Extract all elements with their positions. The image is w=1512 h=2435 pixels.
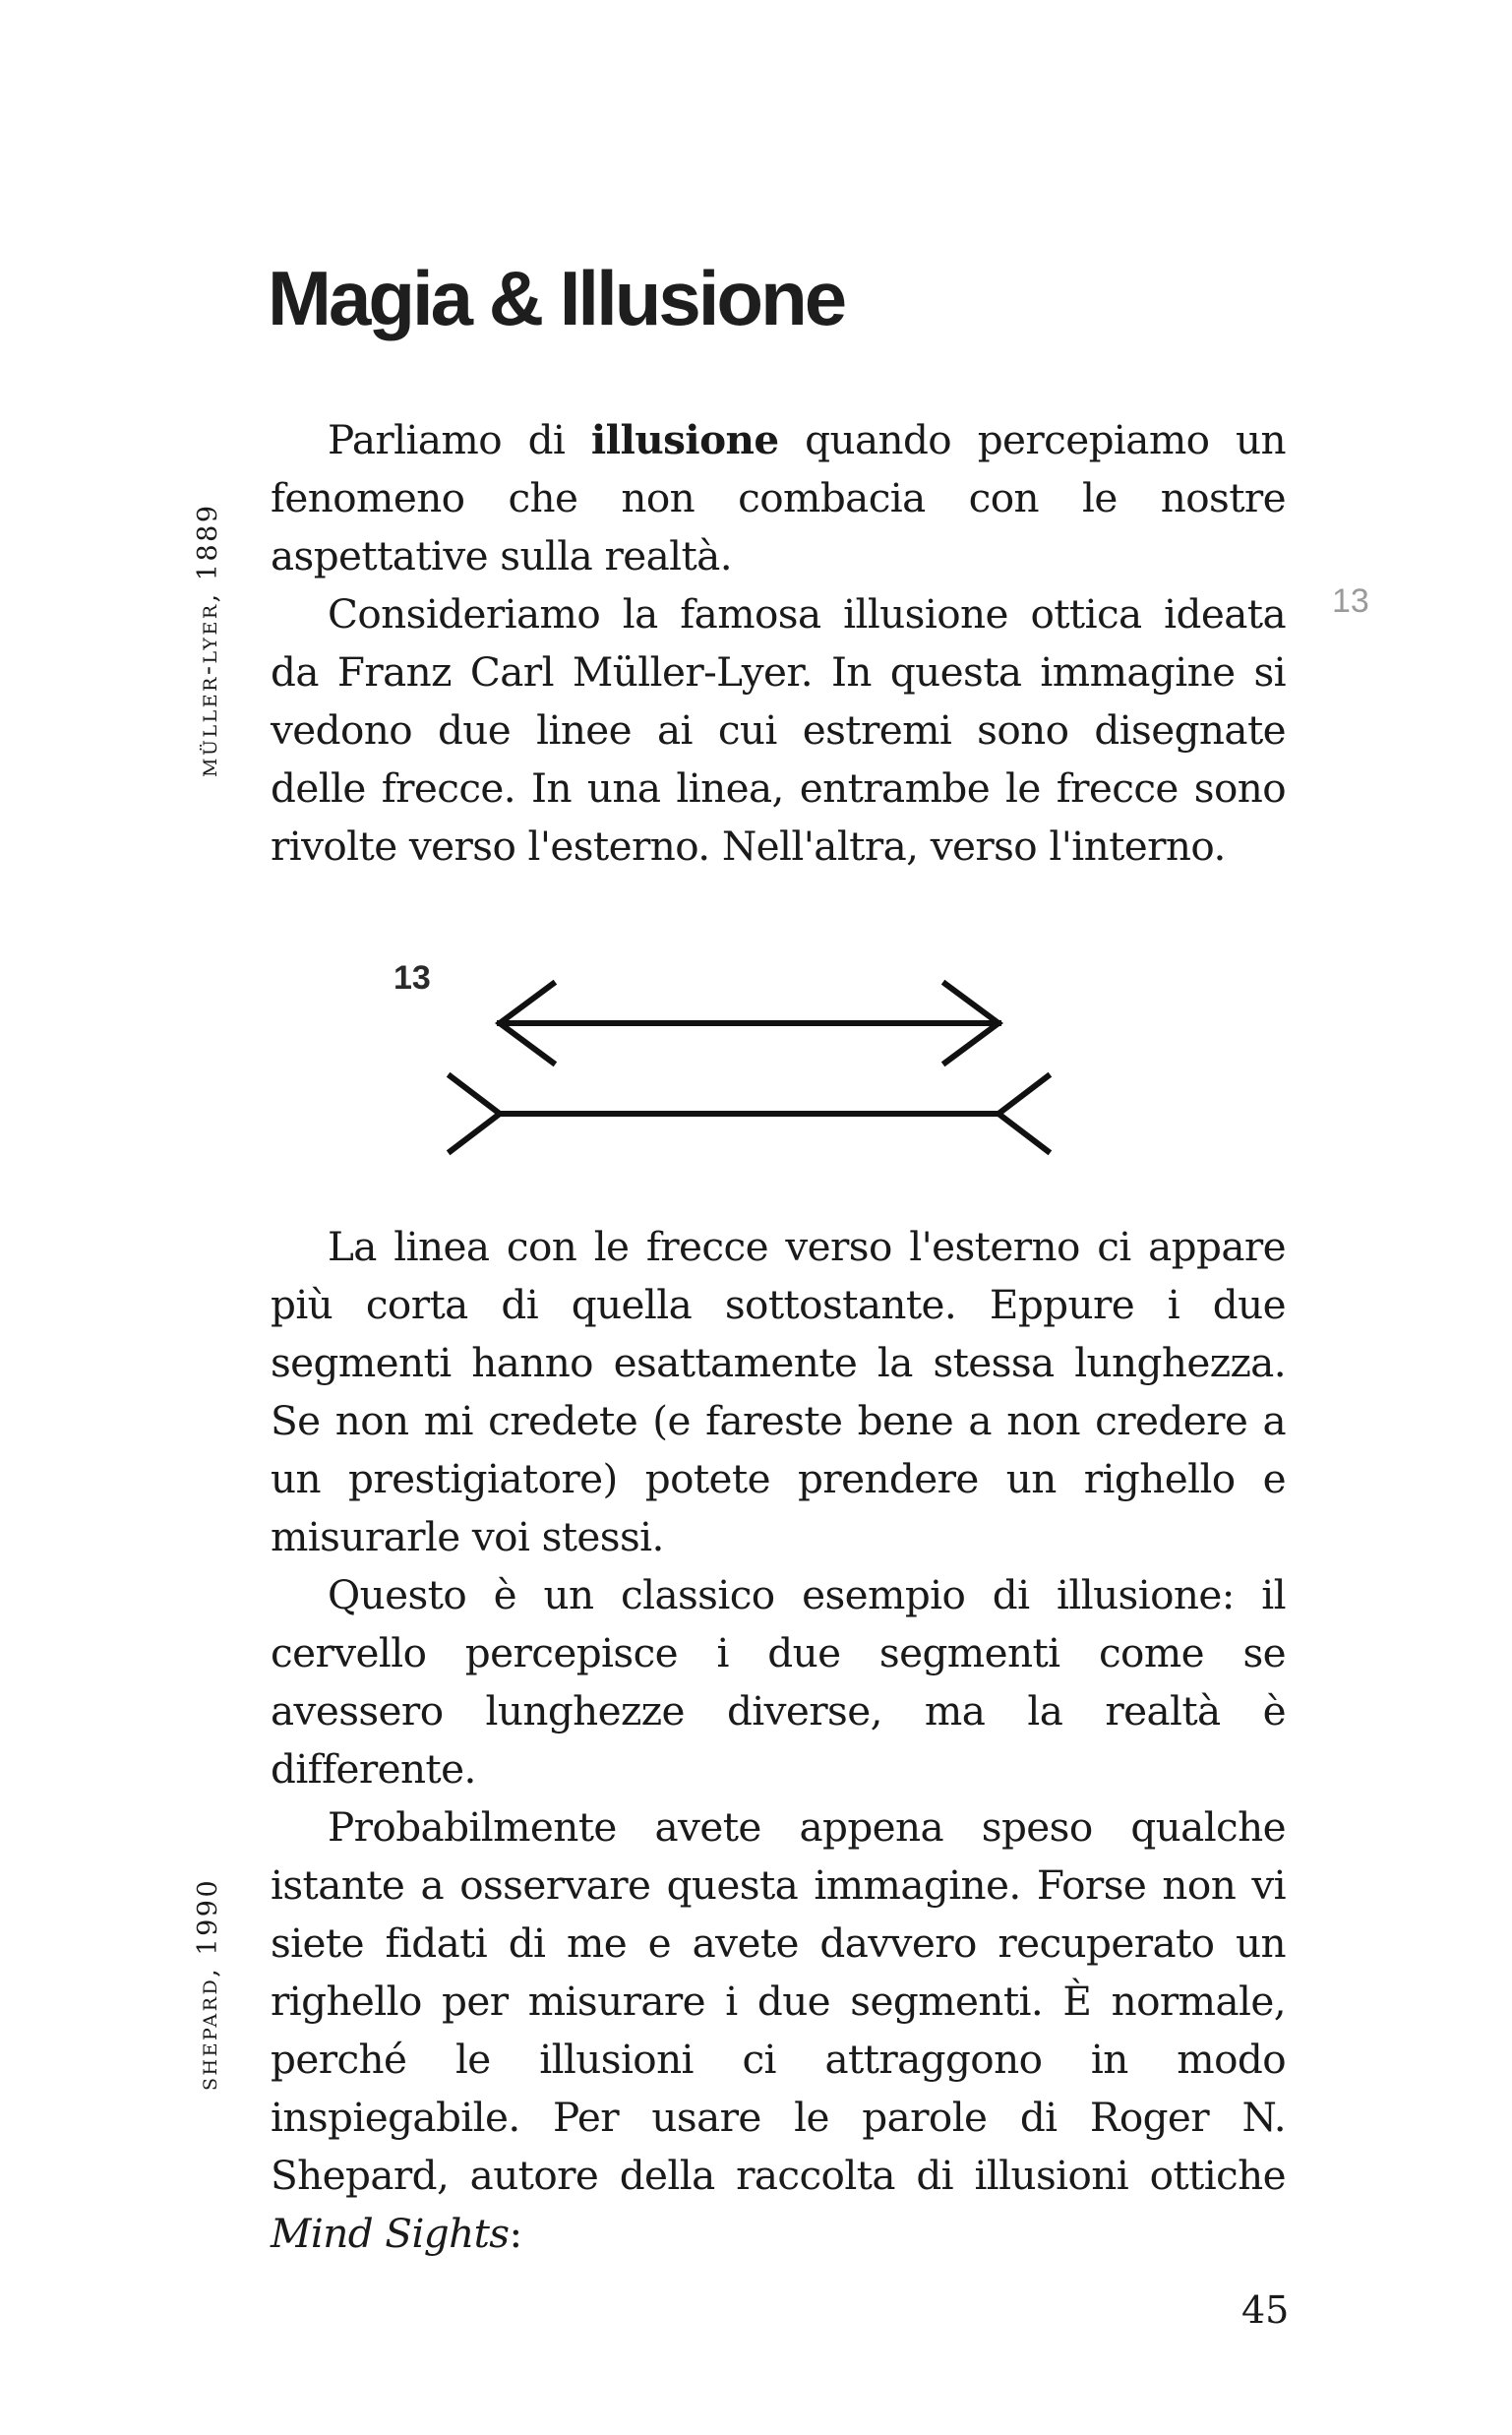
bold-term-illusione: illusione [590, 416, 779, 463]
sidenote-shepard: shepard, 1990 [193, 1877, 223, 2091]
paragraph-line-perception: La linea con le frecce verso l'esterno ci appare più corta di quella sottostante. Eppure i due segmenti hanno esattamente la stessa lunghezza. Se non mi credete (e fareste bene a non credere a un prestigiatore) potete prendere un righello e misurarle voi stessi. [271, 1223, 1286, 1560]
inward-arrows-line [451, 1076, 1048, 1151]
paragraph-illusion-definition [271, 411, 1286, 585]
muller-lyer-figure [433, 964, 1082, 1171]
paragraph-text: Parliamo di [328, 416, 591, 463]
page-number: 45 [1241, 2288, 1290, 2332]
paragraph-shepard-quote-intro [271, 1798, 1286, 2263]
paragraph-text: Probabilmente avete appena speso qualche istante a osservare questa immagine. Forse non vi siete fidati di me e avete davvero recuperato un righello per misurare i due segmenti. È normale, perché le illusioni ci attraggono in modo inspiegabile. Per usare le parole di Roger N. Shepard, autore della raccolta di illusioni ottiche [271, 1803, 1286, 2199]
page-title: Magia & Illusione [268, 255, 845, 341]
intro-text [271, 411, 1286, 876]
figure-reference-number: 13 [393, 959, 431, 997]
book-title-mind-sights: Mind Sights [271, 2210, 510, 2257]
sidenote-muller-lyer: müller-lyer, 1889 [193, 503, 223, 777]
paragraph-text: quando percepiamo un fenomeno che non combacia con le nostre aspettative sulla realtà. [271, 416, 1286, 579]
main-text [271, 1218, 1286, 2263]
margin-reference-number: 13 [1332, 582, 1369, 620]
paragraph-muller-lyer: Consideriamo la famosa illusione ottica ideata da Franz Carl Müller-Lyer. In questa immagine si vedono due linee ai cui estremi sono disegnate delle frecce. In una linea, entrambe le frecce sono rivolte verso l'esterno. Nell'altra, verso l'interno. [271, 590, 1286, 870]
paragraph-classic-example: Questo è un classico esempio di illusione: il cervello percepisce i due segmenti come se avessero lunghezze diverse, ma la realtà è differente. [271, 1571, 1286, 1793]
outward-arrows-line [500, 984, 998, 1063]
paragraph-text: : [509, 2210, 522, 2257]
